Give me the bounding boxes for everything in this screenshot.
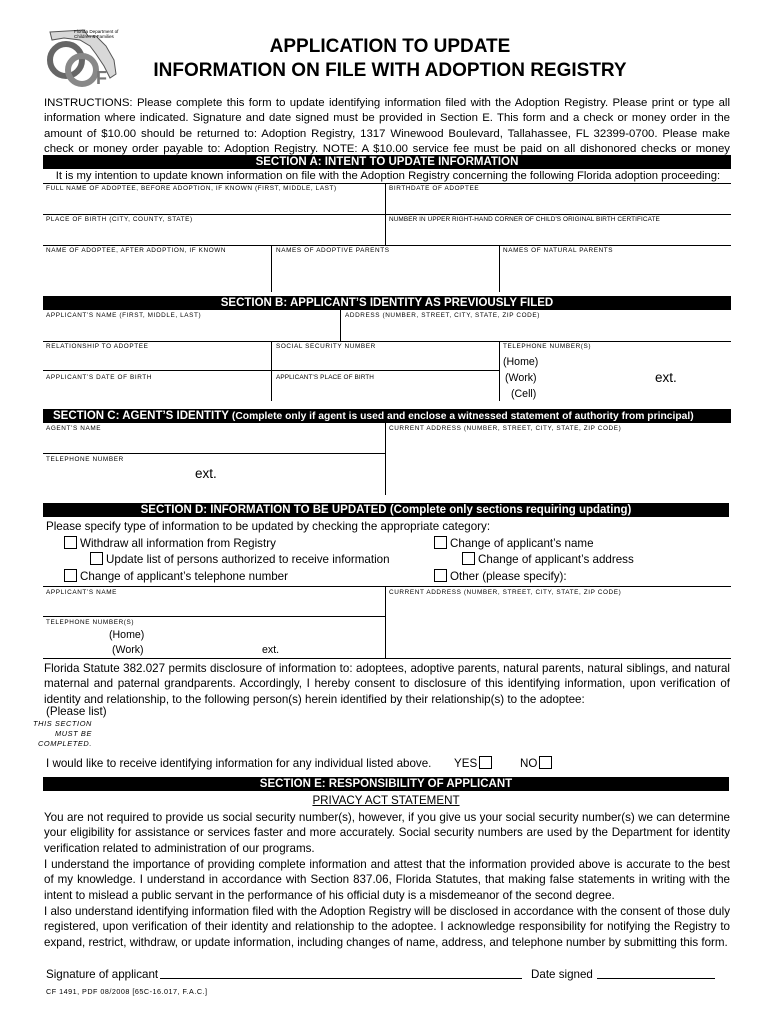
checkbox-address[interactable] xyxy=(462,552,475,565)
divider xyxy=(271,341,272,401)
divider xyxy=(43,616,385,617)
opt-phone-label: Change of applicant’s telephone number xyxy=(80,570,288,583)
adoptee-birthdate-field[interactable]: BIRTHDATE OF ADOPTEE xyxy=(389,185,480,192)
opt-withdraw[interactable] xyxy=(64,536,276,551)
relationship-field[interactable]: RELATIONSHIP TO ADOPTEE xyxy=(46,343,149,350)
opt-update-list-label: Update list of persons authorized to receive information xyxy=(106,553,390,566)
applicant-dob-field[interactable]: APPLICANT’S DATE OF BIRTH xyxy=(46,374,153,381)
section-d-intro: Please specify type of information to be updated by checking the appropriate category: xyxy=(46,520,491,533)
statute-text: Florida Statute 382.027 permits disclosure of information to: adoptees, adoptive parents, natural parents, natural siblings, and natural maternal and paternal grandparents. Accordingly, I hereby consent to disclosure of this identifying information, upon verification of identity and relationship, to the following person(s) herein identified by their relationship(s) to the adoptee: xyxy=(44,662,730,706)
adoptive-parents-field[interactable]: NAMES OF ADOPTIVE PARENTS xyxy=(276,247,390,254)
applicant-place-of-birth-field[interactable]: APPLICANT’S PLACE OF BIRTH xyxy=(276,374,375,381)
please-list: (Please list) xyxy=(46,705,107,718)
svg-text:Children & Families: Children & Families xyxy=(74,34,114,39)
applicant-name-field[interactable]: APPLICANT’S NAME (FIRST, MIDDLE, LAST) xyxy=(46,312,202,319)
checkbox-name[interactable] xyxy=(434,536,447,549)
svg-text:Florida Department of: Florida Department of xyxy=(74,29,119,34)
section-d-title: SECTION D: INFORMATION TO BE UPDATED xyxy=(140,504,387,516)
checkbox-withdraw[interactable] xyxy=(64,536,77,549)
section-a-intro: It is my intention to update known information on file with the Adoption Registry concerning the following Florida adoption proceeding: xyxy=(55,170,721,182)
divider xyxy=(43,658,731,659)
work-phone-field[interactable]: (Work) xyxy=(505,372,537,384)
work-phone-ext: ext. xyxy=(655,370,677,385)
d-home-phone-field[interactable]: (Home) xyxy=(109,629,145,641)
signature-field[interactable] xyxy=(160,978,522,979)
yes-option[interactable] xyxy=(454,756,495,771)
divider xyxy=(385,423,386,495)
opt-address[interactable] xyxy=(462,552,634,567)
telephone-numbers-label: TELEPHONE NUMBER(S) xyxy=(503,343,592,350)
date-signed-label: Date signed xyxy=(531,968,593,981)
authorized-persons-list-field[interactable] xyxy=(96,704,728,752)
agent-telephone-field[interactable]: TELEPHONE NUMBER xyxy=(46,456,124,463)
agent-name-field[interactable]: AGENT’S NAME xyxy=(46,425,102,432)
opt-name-label: Change of applicant’s name xyxy=(450,537,594,550)
divider xyxy=(43,245,731,246)
must-complete-note-3: COMPLETED. xyxy=(37,739,92,748)
checkbox-yes[interactable] xyxy=(479,756,492,769)
divider xyxy=(43,341,731,342)
checkbox-update-list[interactable] xyxy=(90,552,103,565)
d-applicant-name-field[interactable]: APPLICANT’S NAME xyxy=(46,589,118,596)
natural-parents-field[interactable]: NAMES OF NATURAL PARENTS xyxy=(503,247,614,254)
yes-label: YES xyxy=(454,757,478,770)
divider xyxy=(340,310,341,341)
divider xyxy=(43,214,731,215)
instructions: INSTRUCTIONS: Please complete this form to update identifying information filed with the Adoption Registry. Please print or type all information where indicated. Signature and date signed must be provided in Section E. This form and a check or money order in the amount of $10.00 should be returned to: Adoption Registry, 1317 Winewood Boulevard, Tallahassee, FL 32399-0700. Please make check or money order payable to: Adoption Registry. NOTE: A $10.00 service fee must be paid on all dishonored checks or money xyxy=(44,97,730,156)
agent-phone-ext: ext. xyxy=(195,466,217,481)
d-telephone-label: TELEPHONE NUMBER(S) xyxy=(46,619,135,626)
ssn-field[interactable]: SOCIAL SECURITY NUMBER xyxy=(276,343,376,350)
d-address-field[interactable]: CURRENT ADDRESS (NUMBER, STREET, CITY, STATE, ZIP CODE) xyxy=(389,589,622,596)
section-c-title: SECTION C: AGENT’S IDENTITY xyxy=(53,410,229,422)
no-option[interactable] xyxy=(520,756,555,771)
section-d-note: (Complete only sections requiring updating) xyxy=(389,504,632,516)
cell-phone-field[interactable]: (Cell) xyxy=(511,388,537,400)
date-signed-field[interactable] xyxy=(597,978,715,979)
opt-other[interactable] xyxy=(434,569,567,584)
applicant-address-field[interactable]: ADDRESS (NUMBER, STREET, CITY, STATE, ZIP CODE) xyxy=(345,312,540,319)
form-title-line-1: APPLICATION TO UPDATE xyxy=(269,36,511,57)
home-phone-field[interactable]: (Home) xyxy=(503,356,539,368)
form-title-line-2: INFORMATION ON FILE WITH ADOPTION REGISTRY xyxy=(153,60,627,81)
agent-address-field[interactable]: CURRENT ADDRESS (NUMBER, STREET, CITY, STATE, ZIP CODE) xyxy=(389,425,622,432)
opt-phone[interactable] xyxy=(64,569,288,584)
divider xyxy=(385,586,386,658)
opt-name[interactable] xyxy=(434,536,594,551)
divider xyxy=(271,245,272,292)
disclosure-paragraph: I also understand identifying information filed with the Adoption Registry will be disclosed in accordance with the consent of those duly registered, upon verification of their identity and relationship to the adoptee. I acknowledge responsibility for notifying the Registry to expand, restrict, withdraw, or update information, including changes of name, address, and telephone number by submitting this form. xyxy=(44,905,730,949)
divider xyxy=(499,245,500,292)
opt-withdraw-label: Withdraw all information from Registry xyxy=(80,537,276,550)
privacy-paragraph: You are not required to provide us social security number(s), however, if you give us your social security number(s) we can determine your eligibility for assistance or services faster and more accurately. Social security numbers are used by the Department for identity verification related to administration of our programs. xyxy=(44,811,730,855)
divider xyxy=(499,341,500,401)
form-id: CF 1491, PDF 08/2008 [65C-16.017, F.A.C.] xyxy=(46,987,208,996)
adoptee-name-after-field[interactable]: NAME OF ADOPTEE, AFTER ADOPTION, IF KNOWN xyxy=(46,247,227,254)
attestation-paragraph: I understand the importance of providing complete information and attest that the information provided above is accurate to the best of my knowledge. I understand in accordance with Section 837.06, Florida Statutes, that making false statements in writing with the intent to mislead a public servant in the performance of his official duty is a misdemeanor of the second degree. xyxy=(44,858,730,902)
checkbox-no[interactable] xyxy=(539,756,552,769)
adoptee-full-name-field[interactable]: FULL NAME OF ADOPTEE, BEFORE ADOPTION, IF KNOWN (FIRST, MIDDLE, LAST) xyxy=(46,185,337,192)
svg-text:F: F xyxy=(96,68,107,88)
checkbox-phone[interactable] xyxy=(64,569,77,582)
divider xyxy=(43,586,731,587)
d-work-phone-field[interactable]: (Work) xyxy=(112,644,144,656)
checkbox-other[interactable] xyxy=(434,569,447,582)
privacy-act-heading: PRIVACY ACT STATEMENT xyxy=(312,794,460,807)
receive-info-question: I would like to receive identifying information for any individual listed above. xyxy=(46,757,432,770)
section-b-header: SECTION B: APPLICANT’S IDENTITY AS PREVIOUSLY FILED xyxy=(43,296,731,310)
section-e-header: SECTION E: RESPONSIBILITY OF APPLICANT xyxy=(43,777,729,791)
signature-label: Signature of applicant xyxy=(46,968,159,981)
dcf-logo xyxy=(44,24,130,90)
must-complete-note-1: THIS SECTION xyxy=(33,719,92,728)
no-label: NO xyxy=(520,757,538,770)
birth-certificate-number-field[interactable]: NUMBER IN UPPER RIGHT-HAND CORNER OF CHILD'S ORIGINAL BIRTH CERTIFICATE xyxy=(389,216,660,223)
opt-address-label: Change of applicant’s address xyxy=(478,553,634,566)
section-c-note: (Complete only if agent is used and enclose a witnessed statement of authority from principal) xyxy=(231,411,694,422)
d-work-phone-ext: ext. xyxy=(262,644,280,656)
divider xyxy=(43,453,385,454)
divider xyxy=(43,370,499,371)
adoptee-place-of-birth-field[interactable]: PLACE OF BIRTH (CITY, COUNTY, STATE) xyxy=(46,216,193,223)
must-complete-note-2: MUST BE xyxy=(54,729,92,738)
opt-update-list[interactable] xyxy=(90,552,390,567)
section-a-header: SECTION A: INTENT TO UPDATE INFORMATION xyxy=(43,155,731,169)
opt-other-label: Other (please specify): xyxy=(450,570,567,583)
divider xyxy=(43,183,731,184)
section-d-header xyxy=(43,503,729,517)
section-c-header xyxy=(43,409,731,423)
